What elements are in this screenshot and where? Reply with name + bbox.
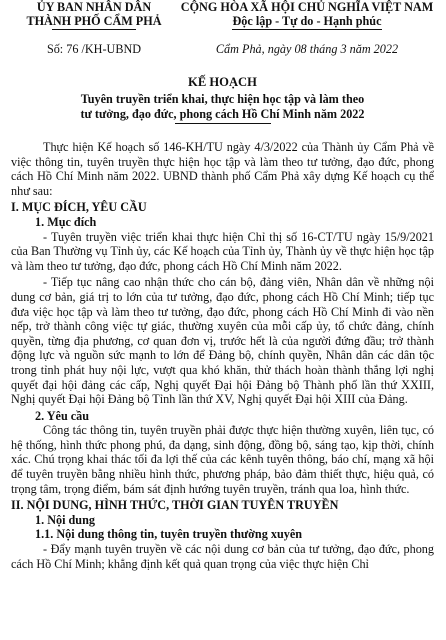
document-meta [11,42,434,57]
document-title: KẾ HOẠCH [188,75,257,89]
subsection-heading-requirements: 2. Yêu cầu [35,408,90,423]
title-underline [175,123,271,124]
subtitle-line-2: tư tưởng, đạo đức, phong cách Hồ Chí Minh năm 2022 [80,106,365,121]
national-motto [180,1,434,30]
document-subtitle [11,92,434,121]
nation-line-1: CỘNG HÒA XÃ HỘI CHỦ NGHĨA VIỆT NAM [180,0,434,14]
issuing-organization [11,1,177,30]
purpose-paragraph-1: - Tuyên truyền việc triển khai thực hiện Chỉ thị số 16-CT/TU ngày 15/9/2021 của Ban Thường vụ Tỉnh ủy, các Kế hoạch của Tỉnh ủy, Thành ủy về thực hiện học tập và làm theo tư tưởng, đạo đức, phong cách Hồ Chí Minh năm 2022. [11,229,434,273]
document-header [11,0,434,30]
nation-line-2: Độc lập - Tự do - Hạnh phúc [232,13,382,28]
document-body [11,140,434,571]
content-paragraph-1: - Đẩy mạnh tuyên truyền về các nội dung cơ bản của tư tưởng, đạo đức, phong cách Hồ Chí Minh; khẳng định kết quả quan trọng của việc thực hiện Chỉ [11,542,434,571]
intro-paragraph: Thực hiện Kế hoạch số 146-KH/TU ngày 4/3/2022 của Thành ủy Cẩm Phả về việc thông tin, tuyên truyền thực hiện học tập và làm theo tư tưởng, đạo đức, phong cách Hồ Chí Minh năm 2022. UBND thành phố Cẩm Phả xây dựng Kế hoạch cụ thể như sau: [11,140,434,198]
requirements-paragraph: Công tác thông tin, tuyên truyền phải được thực hiện thường xuyên, liên tục, có hệ thống, hình thức phong phú, đa dạng, sinh động, đồng bộ, sáng tạo, kịp thời, chính xác. Chú trọng khai thác tối đa lợi thế của các kênh tuyên thông, báo chí, mạng xã hội để tuyên truyền bằng nhiều hình thức, phương pháp, bảo đảm thiết thực, hiệu quả, có trọng tâm, trọng điểm, bám sát định hướng tuyên truyền, tránh qua loa, hình thức. [11,423,434,496]
purpose-paragraph-2: - Tiếp tục nâng cao nhận thức cho cán bộ, đảng viên, Nhân dân về những nội dung cơ bản, giá trị to lớn của tư tưởng, đạo đức, phong cách Hồ Chí Minh; tiếp tục đưa việc học tập và làm theo tư tưởng, đạo đức, phong cách Hồ Chí Minh đi vào nền nếp, trở thành công việc tự giác, thường xuyên của mỗi cấp ủy, tổ chức đảng, chính quyền, từng địa phương, cơ quan đơn vị, trước hết là của người đứng đầu; trở thành động lực và nguồn sức mạnh to lớn để Đảng bộ, chính quyền, Nhân dân các dân tộc trong tỉnh phát huy nội lực, vượt qua khó khăn, thử thách hoàn thành thắng lợi nghị quyết đại hội đảng các cấp, Nghị quyết Đại hội Đảng bộ Thành phố lần thứ XXIII, Nghị quyết Đại hội Đảng bộ Tỉnh lần thứ XV, Nghị quyết Đại hội XIII của Đảng. [11,275,434,407]
place-and-date: Cẩm Phả, ngày 08 tháng 3 năm 2022 [215,42,399,56]
document-number: Số: 76 /KH-UBND [46,42,142,56]
org-underline [52,29,136,30]
subsection-heading-regular-content: 1.1. Nội dung thông tin, tuyên truyền thường xuyên [35,527,303,542]
subsection-heading-content: 1. Nội dung [35,512,95,527]
org-line-2: THÀNH PHỐ CẨM PHẢ [26,13,162,28]
motto-underline [232,29,382,30]
subsection-heading-purpose: 1. Mục đích [35,214,97,229]
section-heading-1: I. MỤC ĐÍCH, YÊU CẦU [11,200,147,215]
subtitle-line-1: Tuyên truyền triển khai, thực hiện học tập và làm theo [80,92,365,106]
org-line-1: ỦY BAN NHÂN DÂN [36,0,152,14]
section-heading-2: II. NỘI DUNG, HÌNH THỨC, THỜI GIAN TUYÊN TRUYỀN [11,498,339,513]
